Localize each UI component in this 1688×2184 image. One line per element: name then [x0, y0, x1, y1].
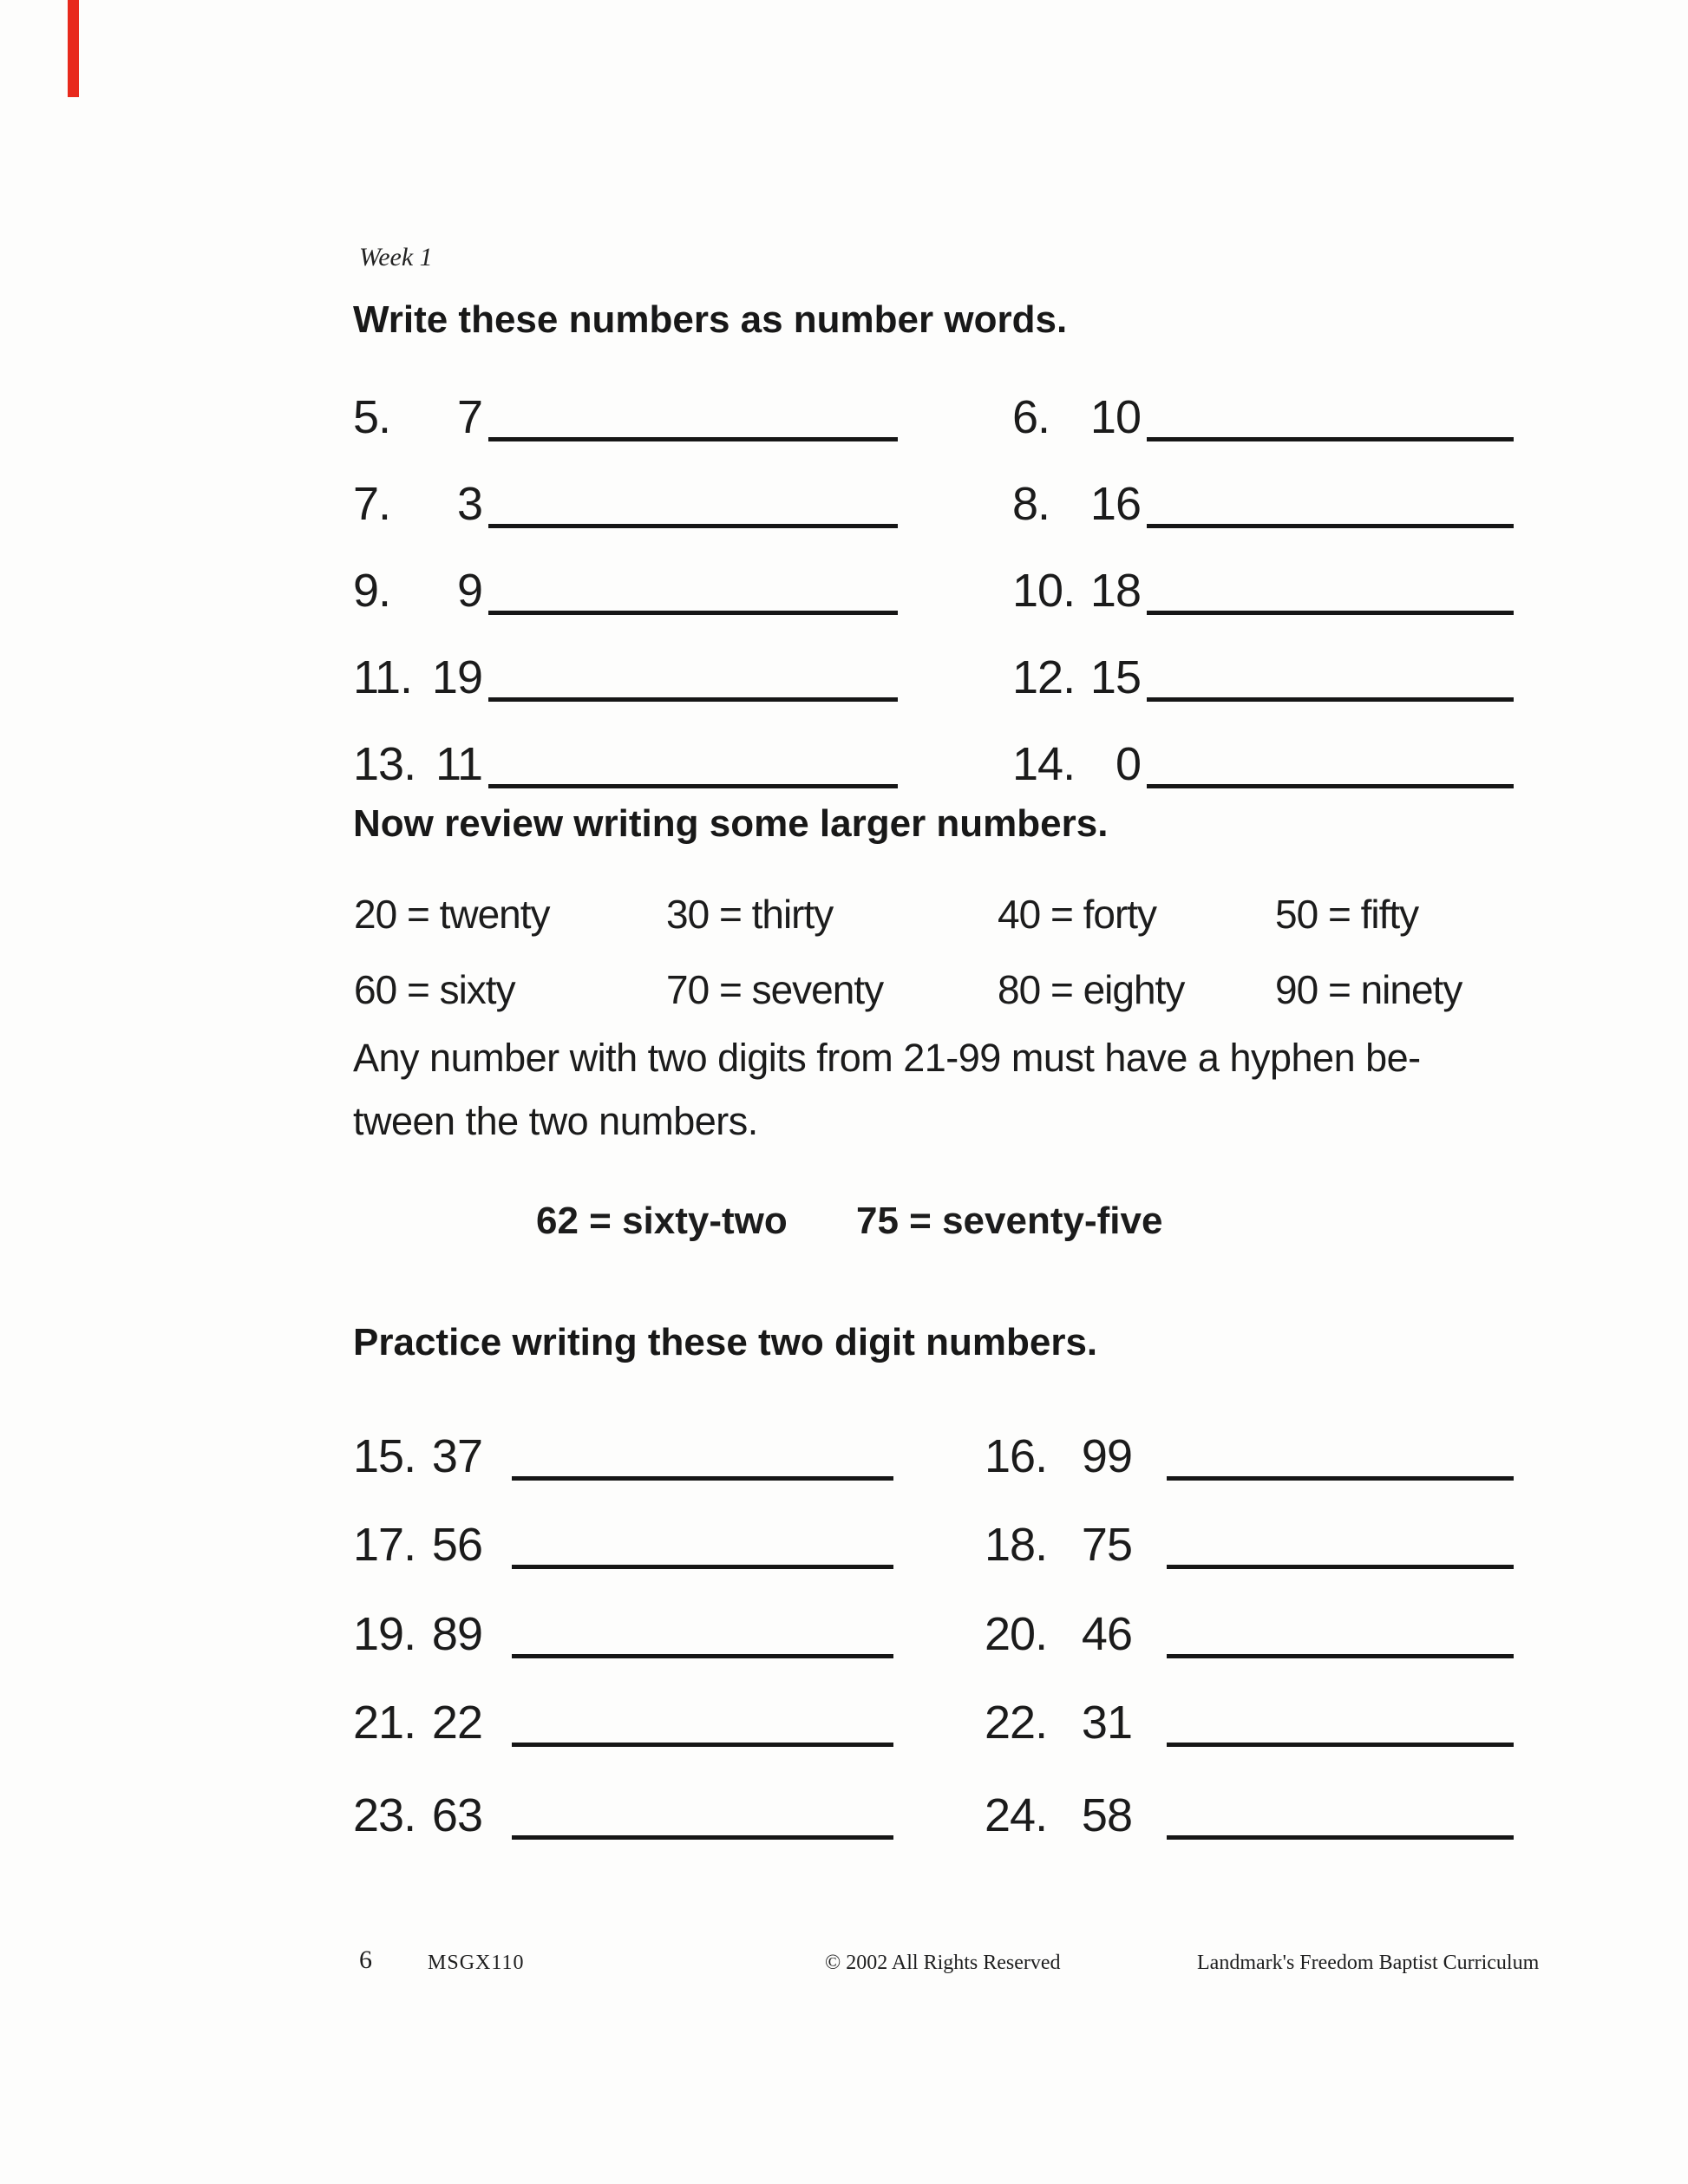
equation: 20 = twenty: [354, 892, 550, 937]
item-value: 46: [1081, 1608, 1132, 1660]
example-equation: 75 = seventy-five: [856, 1200, 1163, 1242]
answer-blank: [488, 392, 898, 441]
item-number: 24.: [985, 1789, 1048, 1841]
answer-blank: [1167, 1609, 1514, 1658]
item-number: 16.: [985, 1430, 1048, 1482]
item-number: 7.: [353, 478, 391, 530]
hyphen-note-line1: Any number with two digits from 21-99 must have a hyphen be-: [353, 1036, 1421, 1080]
answer-blank: [1167, 1790, 1514, 1840]
page-number: 6: [359, 1945, 372, 1974]
item-number: 20.: [985, 1608, 1048, 1660]
item-number: 14.: [1012, 738, 1076, 790]
example-equation: 62 = sixty-two: [536, 1200, 788, 1242]
item-number: 11.: [353, 651, 413, 703]
item-number: 22.: [985, 1697, 1048, 1749]
worksheet-row: [0, 652, 1688, 703]
answer-blank: [1147, 392, 1514, 441]
equation: 40 = forty: [998, 892, 1157, 937]
review-heading: Now review writing some larger numbers.: [353, 802, 1109, 845]
answer-blank: [488, 566, 898, 615]
item-value: 9: [456, 565, 482, 617]
answer-blank: [512, 1790, 893, 1840]
equation: 90 = ninety: [1275, 967, 1462, 1012]
worksheet-row: [0, 1609, 1688, 1659]
item-number: 13.: [353, 738, 416, 790]
week-label: Week 1: [359, 243, 433, 271]
answer-blank: [1167, 1697, 1514, 1747]
answer-blank: [488, 479, 898, 528]
item-value: 11: [435, 738, 482, 790]
equation-row: [0, 968, 1688, 1011]
answer-blank: [512, 1431, 893, 1481]
item-value: 15: [1089, 651, 1141, 703]
item-value: 19: [431, 651, 482, 703]
equation-row: [0, 893, 1688, 936]
answer-blank: [1147, 566, 1514, 615]
worksheet-row: [0, 739, 1688, 789]
answer-blank: [1147, 652, 1514, 702]
worksheet-row: [0, 392, 1688, 442]
example-row: [0, 1200, 1688, 1242]
worksheet-row: [0, 1520, 1688, 1570]
item-number: 17.: [353, 1519, 416, 1571]
item-value: 89: [431, 1608, 482, 1660]
copyright-notice: © 2002 All Rights Reserved: [825, 1952, 1061, 1974]
answer-blank: [1147, 479, 1514, 528]
item-value: 10: [1089, 391, 1141, 443]
item-number: 5.: [353, 391, 391, 443]
hyphen-note-line2: tween the two numbers.: [353, 1099, 758, 1143]
item-value: 22: [431, 1697, 482, 1749]
item-value: 3: [456, 478, 482, 530]
red-scan-artifact: [68, 0, 79, 97]
answer-blank: [488, 739, 898, 788]
item-number: 12.: [1012, 651, 1076, 703]
item-number: 8.: [1012, 478, 1050, 530]
item-value: 16: [1089, 478, 1141, 530]
equation: 80 = eighty: [998, 967, 1185, 1012]
equation: 30 = thirty: [666, 892, 834, 937]
item-value: 31: [1081, 1697, 1132, 1749]
answer-blank: [488, 652, 898, 702]
answer-blank: [512, 1697, 893, 1747]
equation: 60 = sixty: [354, 967, 515, 1012]
section1-heading: Write these numbers as number words.: [353, 298, 1068, 341]
publisher-name: Landmark's Freedom Baptist Curriculum: [1197, 1952, 1540, 1974]
answer-blank: [1167, 1431, 1514, 1481]
answer-blank: [1167, 1520, 1514, 1569]
answer-blank: [512, 1609, 893, 1658]
section2-heading: Practice writing these two digit numbers.: [353, 1321, 1098, 1363]
item-number: 6.: [1012, 391, 1050, 443]
item-number: 10.: [1012, 565, 1076, 617]
worksheet-row: [0, 1431, 1688, 1481]
equation: 50 = fifty: [1275, 892, 1419, 937]
item-value: 58: [1081, 1789, 1132, 1841]
item-value: 99: [1081, 1430, 1132, 1482]
worksheet-row: [0, 566, 1688, 616]
item-number: 9.: [353, 565, 391, 617]
answer-blank: [512, 1520, 893, 1569]
item-value: 56: [431, 1519, 482, 1571]
curriculum-code: MSGX110: [428, 1952, 525, 1974]
item-number: 23.: [353, 1789, 416, 1841]
worksheet-row: [0, 1697, 1688, 1748]
worksheet-row: [0, 1790, 1688, 1841]
item-value: 37: [431, 1430, 482, 1482]
worksheet-row: [0, 479, 1688, 529]
equation: 70 = seventy: [666, 967, 884, 1012]
item-number: 18.: [985, 1519, 1048, 1571]
answer-blank: [1147, 739, 1514, 788]
item-number: 21.: [353, 1697, 416, 1749]
item-value: 63: [431, 1789, 482, 1841]
item-number: 19.: [353, 1608, 416, 1660]
item-value: 18: [1089, 565, 1141, 617]
item-value: 75: [1081, 1519, 1132, 1571]
item-value: 7: [456, 391, 482, 443]
item-number: 15.: [353, 1430, 416, 1482]
item-value: 0: [1115, 738, 1141, 790]
